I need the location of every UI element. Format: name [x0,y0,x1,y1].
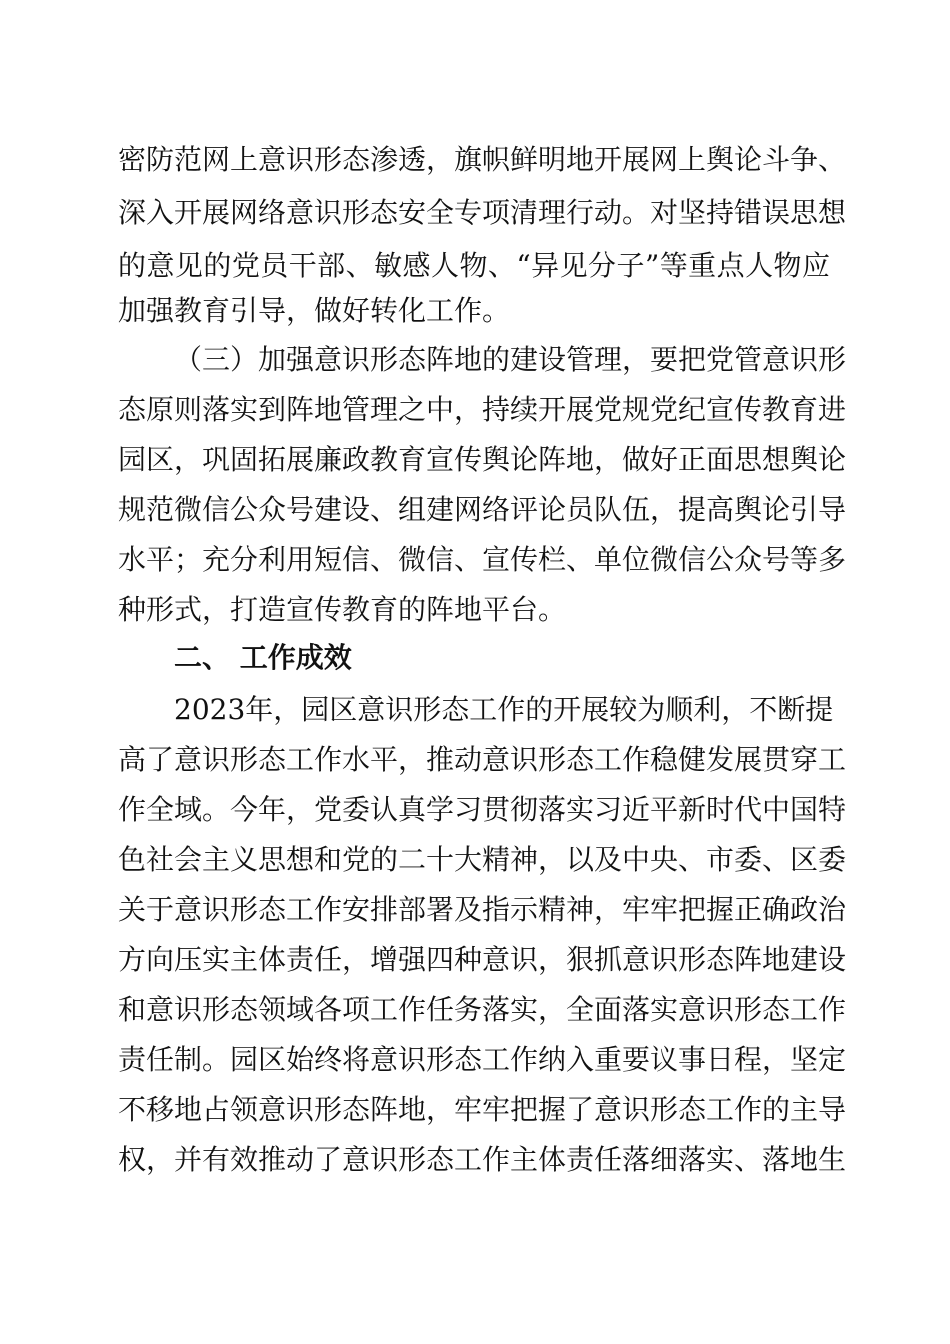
paragraph-1-line-3: 的意见的党员干部、敏感人物、“异见分子”等重点人物应 [118,249,830,282]
paragraph-2-line-3: 园区，巩固拓展廉政教育宣传舆论阵地，做好正面思想舆论 [118,443,847,476]
paragraph-3-line-1: 2023年，园区意识形态工作的开展较为顺利，不断提 [174,693,834,726]
section-heading: 二、 工作成效 [174,641,352,674]
paragraph-3-line-5: 关于意识形态工作安排部署及指示精神，牢牢把握正确政治 [118,893,847,926]
paragraph-2-line-1: （三）加强意识形态阵地的建设管理，要把党管意识形 [174,343,847,376]
paragraph-3-line-2: 高了意识形态工作水平，推动意识形态工作稳健发展贯穿工 [118,743,847,776]
paragraph-2-line-5: 水平；充分利用短信、微信、宣传栏、单位微信公众号等多 [118,543,847,576]
paragraph-3-line-7: 和意识形态领域各项工作任务落实，全面落实意识形态工作 [118,993,847,1026]
paragraph-3-line-8: 责任制。园区始终将意识形态工作纳入重要议事日程，坚定 [118,1043,847,1076]
paragraph-2-line-6: 种形式，打造宣传教育的阵地平台。 [118,593,567,626]
paragraph-3-line-4: 色社会主义思想和党的二十大精神，以及中央、市委、区委 [118,843,847,876]
paragraph-2-line-4: 规范微信公众号建设、组建网络评论员队伍，提高舆论引导 [118,493,847,526]
paragraph-3-line-9: 不移地占领意识形态阵地，牢牢把握了意识形态工作的主导 [118,1093,847,1126]
paragraph-1-line-1: 密防范网上意识形态渗透，旗帜鲜明地开展网上舆论斗争、 [118,143,847,176]
paragraph-3-line-10: 权，并有效推动了意识形态工作主体责任落细落实、落地生 [118,1143,847,1176]
paragraph-3-line-6: 方向压实主体责任，增强四种意识，狠抓意识形态阵地建设 [118,943,847,976]
paragraph-2-line-2: 态原则落实到阵地管理之中，持续开展党规党纪宣传教育进 [118,393,847,426]
paragraph-1-line-4: 加强教育引导，做好转化工作。 [118,294,511,327]
paragraph-3-line-3: 作全域。今年，党委认真学习贯彻落实习近平新时代中国特 [118,793,847,826]
paragraph-1-line-2: 深入开展网络意识形态安全专项清理行动。对坚持错误思想 [118,196,847,229]
